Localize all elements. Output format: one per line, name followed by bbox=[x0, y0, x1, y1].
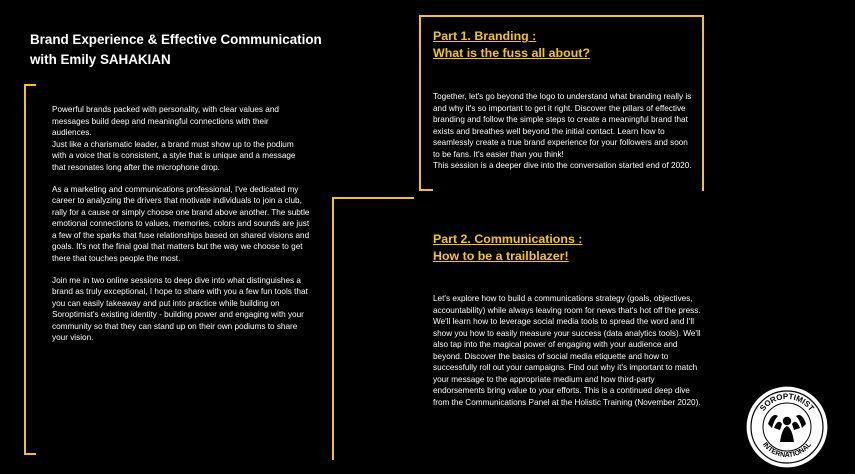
bio-bracket-bottom bbox=[24, 453, 36, 455]
part2-title-line-2: How to be a trailblazer! bbox=[433, 249, 569, 263]
soroptimist-logo bbox=[744, 384, 830, 470]
bio-paragraph bbox=[52, 104, 310, 173]
part2-title bbox=[433, 231, 582, 265]
part1-body-text: Together, let's go beyond the logo to understand what branding really is and why it's so important to get it right. Discover the pillars of effective branding and follow the simple steps to create a meaningful brand that exists and breathes well beyond the initial contact. Learn how to seamlessly create a true brand experience for your followers and soon to be fans. It's easier than you think! bbox=[433, 92, 692, 159]
bio-bracket-vertical bbox=[24, 84, 26, 455]
title-line-2: with Emily SAHAKIAN bbox=[30, 52, 171, 67]
part1-box-right bbox=[702, 15, 704, 191]
connector-top bbox=[332, 197, 414, 199]
connector-vertical bbox=[332, 197, 334, 460]
part1-box-bottom-stub bbox=[419, 189, 433, 191]
part1-title-line-2: What is the fuss all about? bbox=[433, 46, 590, 60]
bio-text bbox=[52, 104, 310, 354]
page-title bbox=[30, 30, 370, 70]
logo-text-top: SOROPTIMIST bbox=[758, 391, 816, 413]
bio-paragraph-4: Join me in two online sessions to deep dive into what distinguishes a brand as truly exceptional, I hope to share with you a few fun tools that you can easily takeaway and put into practice while building on Soroptimist's existing identity - building power and engaging with your community so that they can stand up on their own podiums to share your vision. bbox=[52, 275, 308, 342]
part1-box-left bbox=[419, 15, 421, 191]
part2-body: Let's explore how to build a communications strategy (goals, objectives, accountability) while always leaving room for news that's hot off the press. We'll learn how to leverage social media tools to spread the word and I'll show you how to easily measure your success (data analytics tools). We'll also tap into the magical power of engaging with your audience and beyond. Discover the basics of social media etiquette and how to successfully roll out your campaigns. Find out why it's important to match your message to the appropriate medium and how third-party endorsements bring value to your efforts. This is a continued deep dive from the Communications Panel at the Holistic Training (November 2020). bbox=[433, 294, 701, 407]
bio-paragraph-1: Powerful brands packed with personality, with clear values and messages build deep and meaningful connections with their audiences. bbox=[52, 105, 279, 137]
part1-title-line-1: Part 1. Branding : bbox=[433, 29, 537, 43]
bio-paragraph-2: Just like a charismatic leader, a brand must show up to the podium with a voice that is consistent, a style that is unique and a message that resonates long after the microphone drop. bbox=[52, 139, 296, 172]
part1-box-top bbox=[419, 15, 704, 17]
title-line-1: Brand Experience & Effective Communication bbox=[30, 32, 322, 47]
part1-body-text-2: This session is a deeper dive into the conversation started end of 2020. bbox=[433, 161, 692, 170]
logo-text-bottom: INTERNATIONAL bbox=[761, 441, 813, 459]
part1-body bbox=[433, 91, 695, 172]
bio-paragraph-3: As a marketing and communications professional, I've dedicated my career to analyzing the drivers that motivate individuals to join a club, rally for a cause or simply choose one brand above another. The subtle emotional connections to values, memories, colors and sounds are just a few of the sparks that fuse relationships based on shared visions and goals. It's not the final goal that matters but the way we choose to get there that touches people the most. bbox=[52, 184, 310, 263]
part1-title bbox=[433, 28, 590, 62]
part2-title-line-1: Part 2. Communications : bbox=[433, 232, 583, 246]
